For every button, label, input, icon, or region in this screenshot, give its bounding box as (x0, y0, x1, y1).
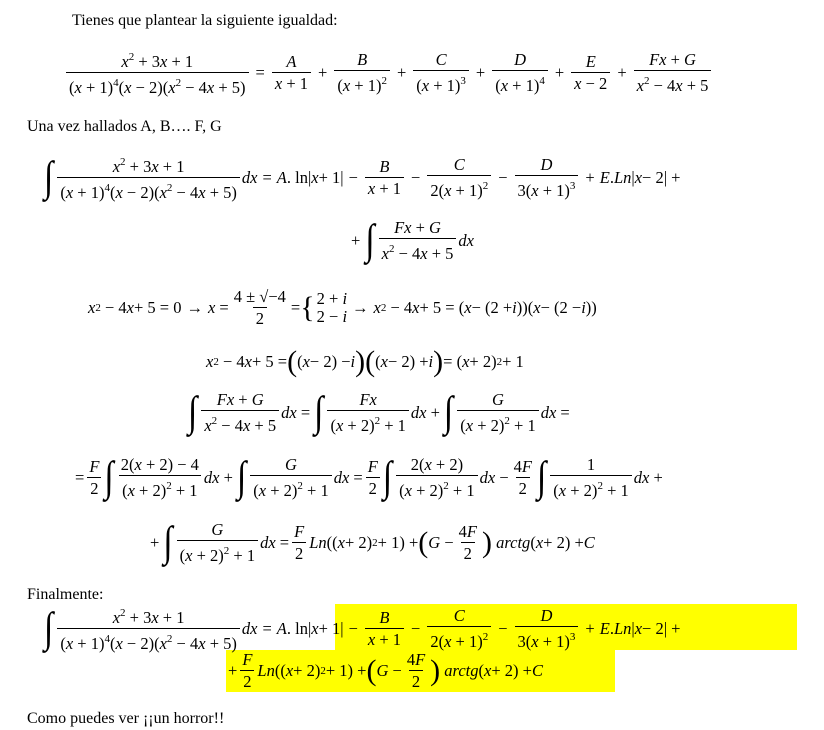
intro-text: Tienes que plantear la siguiente igualdad: (72, 12, 338, 29)
finally-label: Finalmente: (27, 586, 104, 603)
rewritten-integral-equation: = $\frac{F}{2}$ ∫ $\frac{2(x + 2) - 4}{(x + 2)^2 + 1}$ dx + ∫ $\frac{G}{(x + 2)^2 + 1}$ dx = $\frac{F}{2}$ ∫ $\frac{2(x + 2)}{(x + 2)^2 + 1}$ dx − $\frac{4F}{2}$ ∫ $\frac{1}{(x + 2)^2 + 1}$ dx + (75, 453, 663, 500)
closing-text: Como puedes ver ¡¡un horror!! (27, 710, 225, 727)
final-result-equation: ∫ $\frac{x^2 + 3x + 1}{(x + 1)^4(x - 2)(x^2 - 4x + 5)}$ dx = A . ln| x + 1| − $\frac{B}{x + 1}$ − $\frac{C}{2(x + 1)^2}$ − $\frac{D}{3(x + 1)^3}$ + E . Ln | x − 2| + (44, 604, 681, 653)
log-arctan-equation: + ∫ $\frac{G}{(x + 2)^2 + 1}$ dx = $\frac{F}{2}$ Ln (( x + 2) 2 + 1) + ( G − $\frac{4F}{2}$ ) arctg ( x + 2) + C (150, 518, 595, 565)
split-integral-equation: ∫ $\frac{Fx + G}{x^2 - 4x + 5}$ dx = ∫ $\frac{Fx}{(x + 2)^2 + 1}$ dx + ∫ $\frac{G}{(x + 2)^2 + 1}$ dx = (188, 388, 570, 435)
partial-fraction-equation: $\frac{x^2 + 3x + 1}{(x + 1)^4(x - 2)(x^2 - 4x + 5)}$ = $\frac{A}{x + 1}$ + $\frac{B}{(x + 1)^2}$ + $\frac{C}{(x + 1)^3}$ + $\frac{D}{(x + 1)^4}$ + $\frac{E}{x - 2}$ + $\frac{Fx + G}{x^2 - 4x + 5}$ (64, 48, 713, 97)
integral-remainder: + ∫ $\frac{Fx + G}{x^2 - 4x + 5}$ dx (351, 216, 474, 263)
coefficients-found-text: Una vez hallados A, B…. F, G (27, 118, 222, 135)
integral-result-equation: ∫ $\frac{x^2 + 3x + 1}{(x + 1)^4(x - 2)(x^2 - 4x + 5)}$ dx = A . ln| x + 1| − $\frac{B}{x + 1}$ − $\frac{C}{2(x + 1)^2}$ − $\frac{D}{3(x + 1)^3}$ + E . Ln | x − 2| + (44, 153, 681, 202)
quadratic-roots-equation: x 2 − 4 x + 5 = 0 → x = $\frac{4 \pm √-4}{2}$ = { 2 + i 2 − i → x 2 − 4 x + 5 = ( x − (2 + i ))( x − (2 − i )) (88, 287, 597, 328)
complete-square-equation: x 2 − 4 x + 5 = ( ( x − 2) − i )( ( x − 2) + i ) = ( x + 2) 2 + 1 (206, 345, 524, 378)
final-result-remainder: + $\frac{F}{2}$ Ln (( x + 2) 2 + 1) + ( G − $\frac{4F}{2}$ ) arctg ( x + 2) + C (228, 650, 543, 691)
